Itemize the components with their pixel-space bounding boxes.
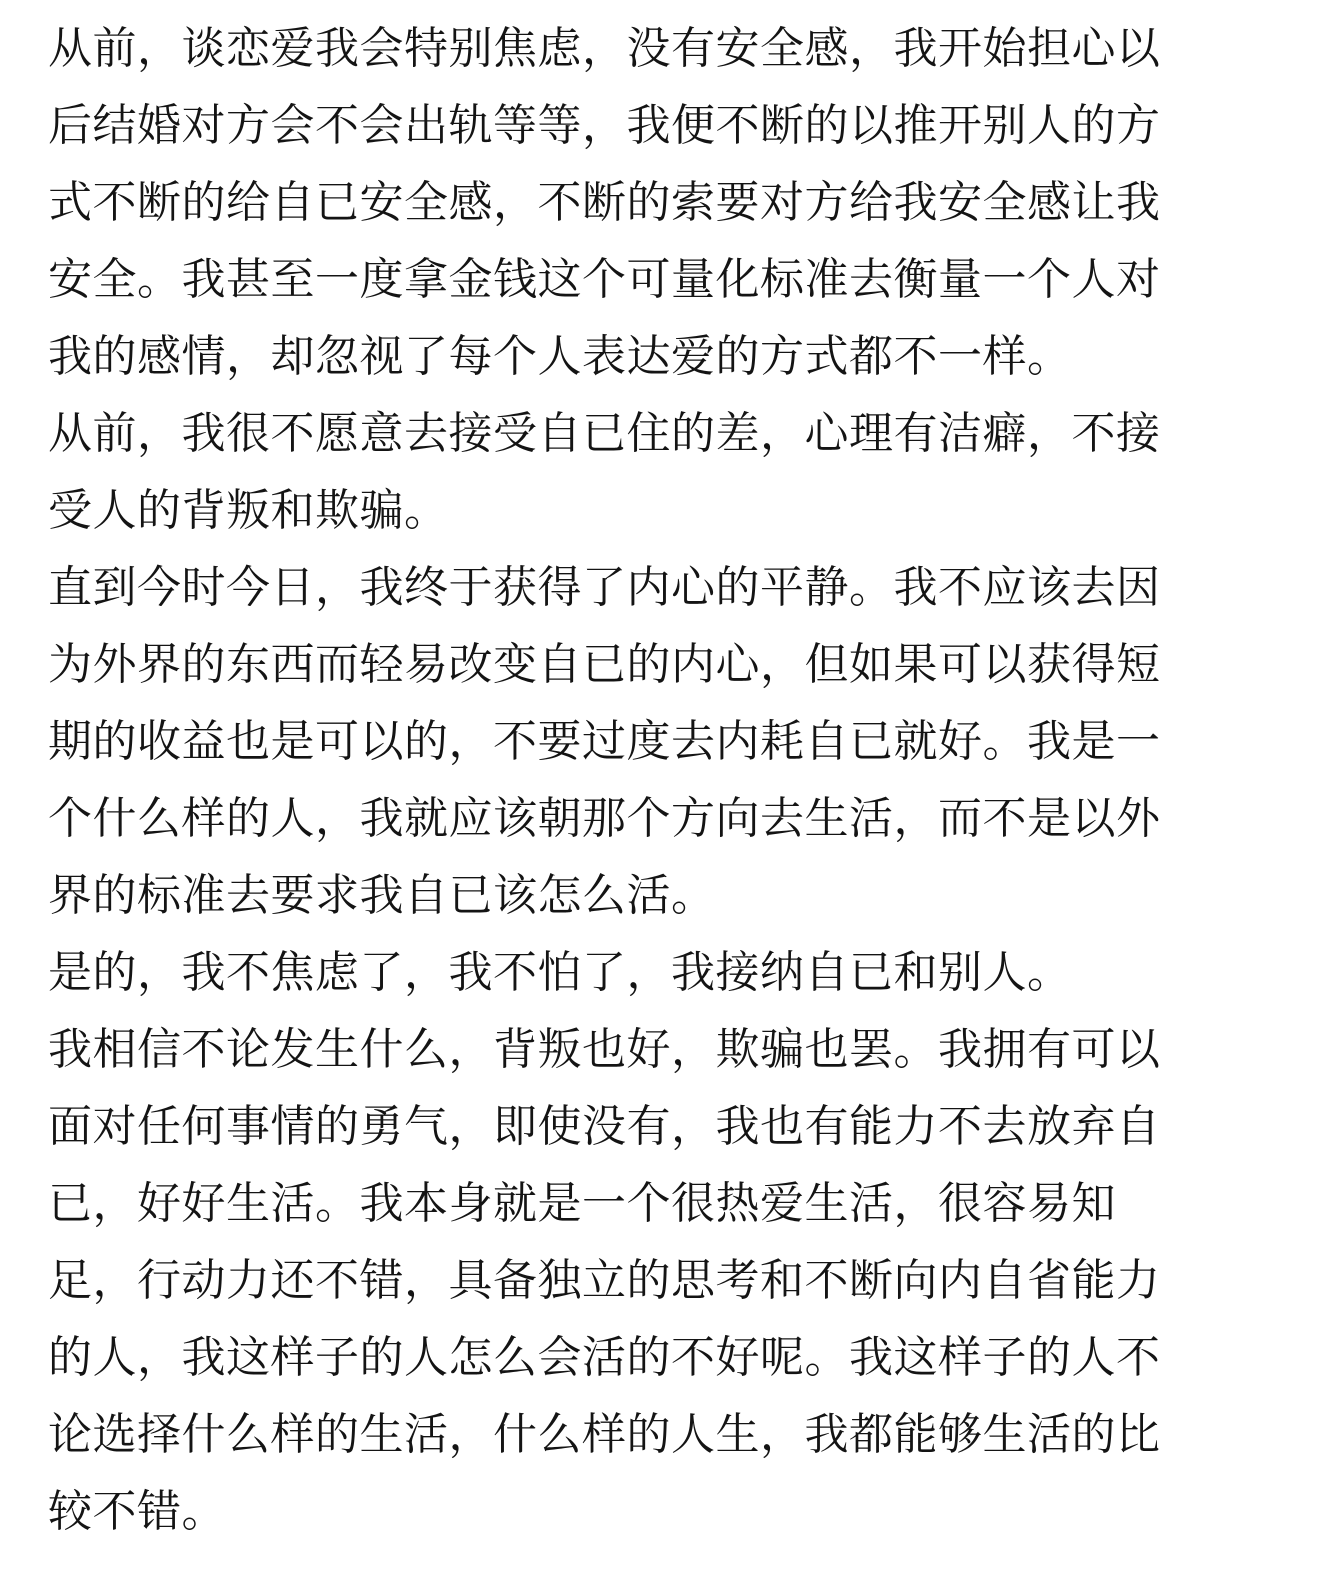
body-text bbox=[48, 10, 1288, 1550]
text-line: 安全。我甚至一度拿金钱这个可量化标准去衡量一个人对 bbox=[48, 254, 1161, 305]
text-line: 式不断的给自已安全感，不断的索要对方给我安全感让我 bbox=[48, 177, 1161, 228]
text-line: 的人，我这样子的人怎么会活的不好呢。我这样子的人不 bbox=[48, 1332, 1161, 1383]
text-line: 我的感情，却忽视了每个人表达爱的方式都不一样。 bbox=[48, 331, 1072, 382]
text-line: 界的标准去要求我自已该怎么活。 bbox=[48, 870, 716, 921]
text-line: 已，好好生活。我本身就是一个很热爱生活，很容易知 bbox=[48, 1178, 1116, 1229]
text-line: 是的，我不焦虑了，我不怕了，我接纳自已和别人。 bbox=[48, 947, 1072, 998]
text-line: 为外界的东西而轻易改变自已的内心，但如果可以获得短 bbox=[48, 639, 1161, 690]
text-line: 后结婚对方会不会出轨等等，我便不断的以推开别人的方 bbox=[48, 100, 1161, 151]
text-line: 论选择什么样的生活，什么样的人生，我都能够生活的比 bbox=[48, 1409, 1161, 1460]
text-line: 受人的背叛和欺骗。 bbox=[48, 485, 449, 536]
text-line: 个什么样的人，我就应该朝那个方向去生活，而不是以外 bbox=[48, 793, 1161, 844]
text-line: 期的收益也是可以的，不要过度去内耗自已就好。我是一 bbox=[48, 716, 1161, 767]
text-line: 直到今时今日，我终于获得了内心的平静。我不应该去因 bbox=[48, 562, 1161, 613]
text-line: 较不错。 bbox=[48, 1486, 226, 1537]
text-line: 面对任何事情的勇气，即使没有，我也有能力不去放弃自 bbox=[48, 1101, 1161, 1152]
text-line: 我相信不论发生什么，背叛也好，欺骗也罢。我拥有可以 bbox=[48, 1024, 1161, 1075]
text-line: 从前，我很不愿意去接受自已住的差，心理有洁癖，不接 bbox=[48, 408, 1161, 459]
text-line: 从前，谈恋爱我会特别焦虑，没有安全感，我开始担心以 bbox=[48, 23, 1161, 74]
text-line: 足，行动力还不错，具备独立的思考和不断向内自省能力 bbox=[48, 1255, 1161, 1306]
